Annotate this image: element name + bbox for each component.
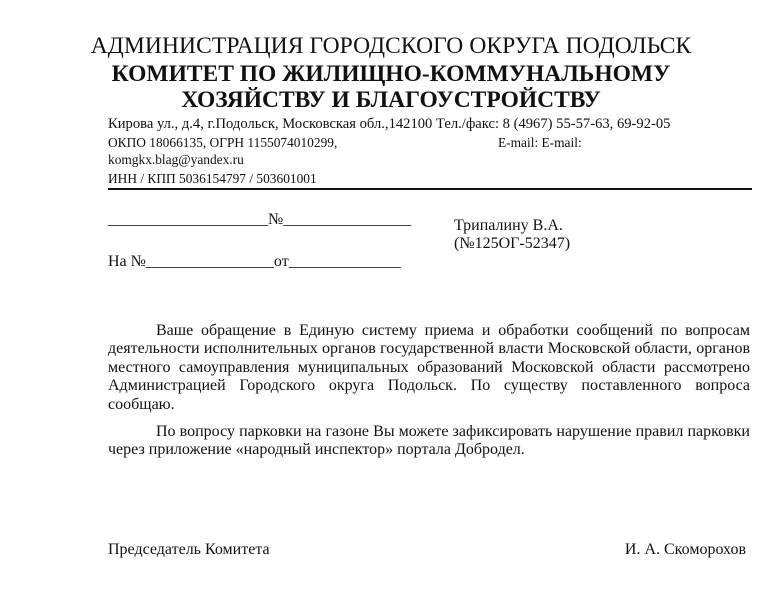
body-paragraph-1-text: Ваше обращение в Единую систему приема и обработки сообщений по вопросам деятельности исполнительных органов государственной власти Московской области, органов местного самоуправления муниципальных образований Московской области рассмотрено Администрацией Городского округа Подольск. По существу поставленного вопроса сообщаю. <box>108 322 750 413</box>
signer-position: Председатель Комитета <box>108 541 270 558</box>
requisites-inn-kpp: ИНН / КПП 5036154797 / 503601001 <box>108 171 317 186</box>
body-paragraph-1 <box>108 322 750 414</box>
header-committee-line1: КОМИТЕТ ПО ЖИЛИЩНО-КОММУНАЛЬНОМУ <box>111 61 671 87</box>
signer-name: И. А. Скоморохов <box>624 541 746 558</box>
header-divider <box>108 188 752 190</box>
requisites-email: komgkx.blag@yandex.ru <box>108 152 244 167</box>
body-paragraph-2 <box>108 423 750 460</box>
requisites-okpo-ogrn: ОКПО 18066135, ОГРН 1155074010299, <box>108 135 338 150</box>
addressee-name: Трипалину В.А. <box>454 217 563 234</box>
requisites-address: Кирова ул., д.4, г.Подольск, Московская обл.,142100 Тел./факс: 8 (4967) 55-57-63, 69-92-05 <box>108 116 671 132</box>
header-committee-line2: ХОЗЯЙСТВУ И БЛАГОУСТРОЙСТВУ <box>181 87 601 113</box>
header-administration: АДМИНИСТРАЦИЯ ГОРОДСКОГО ОКРУГА ПОДОЛЬСК <box>90 33 692 59</box>
outgoing-number-field: ____________________№________________ <box>108 211 412 228</box>
addressee-reference: (№125ОГ-52347) <box>454 235 571 252</box>
incoming-number-field: На №________________от______________ <box>108 253 401 270</box>
body-paragraph-2-text: По вопросу парковки на газоне Вы можете зафиксировать нарушение правил парковки через приложение «народный инспектор» портала Добродел. <box>108 423 750 459</box>
requisites-email-label: E-mail: E-mail: <box>498 135 582 150</box>
